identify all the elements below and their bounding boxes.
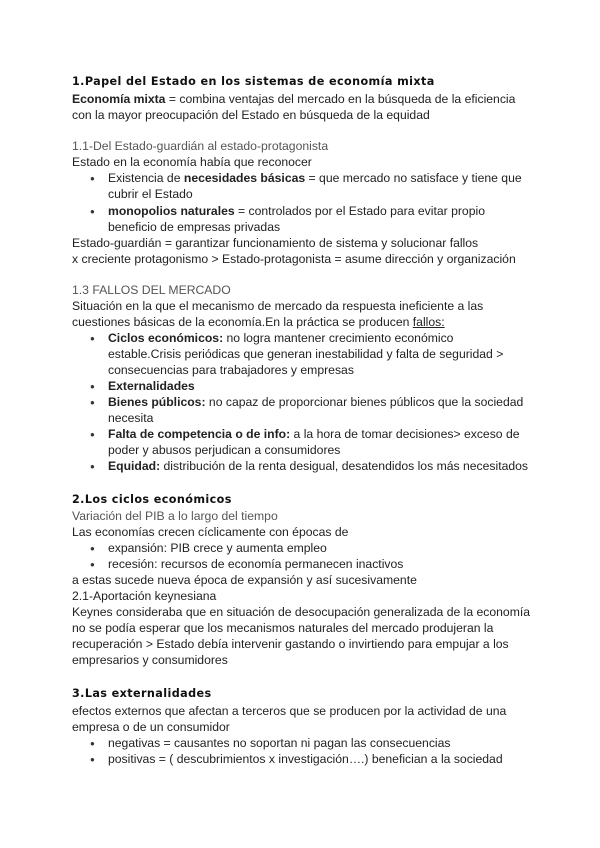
paragraph-line: recuperación > Estado debía intervenir gastando o invirtiendo para empujar a los (72, 637, 509, 651)
bold-term: Bienes públicos: (108, 395, 206, 409)
paragraph-line: Situación en la que el mecanismo de mercado da respuesta ineficiente a las (72, 299, 484, 313)
bullet-icon: ● (90, 560, 95, 569)
paragraph-line: Keynes consideraba que en situación de desocupación generalizada de la economía (72, 605, 531, 619)
text: distribución de la renta desigual, desatendidos los más necesitados (160, 459, 529, 473)
bullet-icon: ● (90, 462, 95, 471)
bullet-icon: ● (90, 334, 95, 343)
list-item (108, 203, 485, 219)
bullet-icon: ● (90, 207, 95, 216)
subheading: Variación del PIB a lo largo del tiempo (72, 509, 278, 523)
text: a la hora de tomar decisiones> exceso de (290, 427, 520, 441)
bullet-icon: ● (90, 398, 95, 407)
list-item-continuation: cubrir el Estado (108, 187, 193, 201)
bold-term: monopolios naturales (108, 204, 235, 218)
list-item-continuation: poder y abusos perjudican a consumidores (108, 443, 341, 457)
text: = combina ventajas del mercado en la búsqueda de la eficiencia (165, 92, 516, 106)
list-item: positivas = ( descubrimientos x investigación….) benefician a la sociedad (108, 752, 503, 766)
paragraph-line: con la mayor preocupación del Estado en búsqueda de la equidad (72, 108, 430, 122)
paragraph-line: efectos externos que afectan a terceros que se producen por la actividad de una (72, 704, 507, 718)
bullet-icon: ● (90, 382, 95, 391)
paragraph-line (72, 91, 515, 107)
subheading: 1.3 FALLOS DEL MERCADO (72, 283, 231, 297)
bold-term: necesidades básicas (183, 171, 306, 185)
paragraph-line: empresarios y consumidores (72, 653, 228, 667)
section-heading-1: 1.Papel del Estado en los sistemas de economía mixta (72, 75, 435, 88)
list-item-continuation: necesita (108, 411, 154, 425)
bullet-icon: ● (90, 544, 95, 553)
bullet-icon: ● (90, 174, 95, 183)
text: no logra mantener crecimiento económico (223, 331, 454, 345)
paragraph-line: no se podía esperar que los mecanismos naturales del mercado produjeran la (72, 621, 494, 635)
bullet-icon: ● (90, 755, 95, 764)
subheading: 1.1-Del Estado-guardián al estado-protagonista (72, 139, 329, 153)
paragraph-line: Estado en la economía había que reconocer (72, 155, 312, 169)
bold-term: Economía mixta (72, 92, 166, 106)
list-item-continuation: consecuencias para trabajadores y empresas (108, 363, 354, 377)
bold-term: Ciclos económicos: (108, 331, 224, 345)
text: = controlados por el Estado para evitar propio (234, 204, 485, 218)
list-item (108, 330, 453, 346)
section-heading-3: 3.Las externalidades (72, 687, 212, 700)
paragraph-line (72, 314, 445, 330)
bullet-icon: ● (90, 430, 95, 439)
section-heading-2: 2.Los ciclos económicos (72, 493, 232, 506)
list-item (108, 426, 520, 442)
bullet-icon: ● (90, 739, 95, 748)
paragraph-line: Las economías crecen cíclicamente con épocas de (72, 525, 349, 539)
text: cuestiones básicas de la economía.En la práctica se producen (72, 315, 413, 329)
subheading: 2.1-Aportación keynesiana (72, 589, 217, 603)
paragraph-line: Estado-guardián = garantizar funcionamiento de sistema y solucionar fallos (72, 236, 479, 250)
bold-term: Equidad: (108, 459, 161, 473)
list-item: expansión: PIB crece y aumenta empleo (108, 541, 327, 555)
list-item: negativas = causantes no soportan ni pagan las consecuencias (108, 736, 451, 750)
list-item (108, 170, 522, 186)
list-item (108, 458, 528, 474)
list-item: recesión: recursos de economía permanecen inactivos (108, 557, 404, 571)
list-item-continuation: estable.Crisis periódicas que generan inestabilidad y falta de seguridad > (108, 347, 504, 361)
list-item-continuation: beneficio de empresas privadas (108, 220, 281, 234)
underlined-term: fallos: (412, 315, 445, 329)
text: = que mercado no satisface y tiene que (305, 171, 522, 185)
paragraph-line: x creciente protagonismo > Estado-protagonista = asume dirección y organización (72, 252, 516, 266)
bold-term: Falta de competencia o de info: (108, 427, 291, 441)
list-item: Externalidades (108, 379, 195, 393)
list-item (108, 394, 523, 410)
text: Existencia de (108, 171, 184, 185)
paragraph-line: empresa o de un consumidor (72, 720, 230, 734)
paragraph-line: a estas sucede nueva época de expansión y así sucesivamente (72, 573, 417, 587)
text: no capaz de proporcionar bienes públicos que la sociedad (205, 395, 524, 409)
